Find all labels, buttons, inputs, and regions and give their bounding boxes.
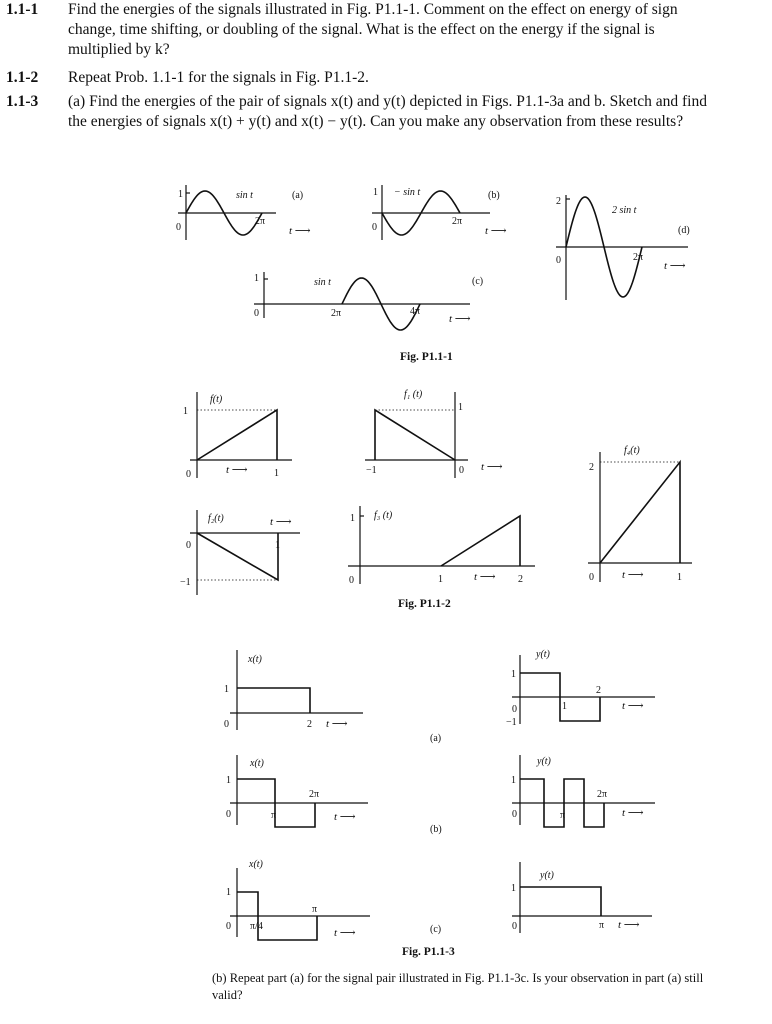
label-zero: 0 xyxy=(372,222,377,233)
label-zero: 0 xyxy=(176,222,181,233)
fig1-b xyxy=(372,185,507,240)
time-arrow: t ⟶ xyxy=(474,571,496,583)
label-zero: 0 xyxy=(349,575,354,586)
label-neg-one: −1 xyxy=(180,577,191,588)
label-one: 1 xyxy=(350,513,355,524)
signal-label: f(t) xyxy=(210,394,223,405)
ramp-up xyxy=(197,410,277,460)
signal-label: f₄(t) xyxy=(624,445,640,456)
tick-one: 1 xyxy=(438,574,443,585)
tick-pi: π xyxy=(312,904,318,915)
signal-label-x: x(t) xyxy=(248,654,262,665)
fig1-c xyxy=(254,272,483,330)
label-one: 1 xyxy=(183,406,188,417)
tick-2pi: 2π xyxy=(309,789,320,800)
label-zero: 0 xyxy=(589,572,594,583)
signal-label-y: y(t) xyxy=(537,756,551,767)
time-arrow: t ⟶ xyxy=(449,313,471,325)
figure-tag: (a) xyxy=(292,190,304,201)
label-one: 1 xyxy=(224,684,229,695)
fig3-b-y xyxy=(511,755,655,827)
fig2-f3 xyxy=(348,506,535,586)
fig2-f xyxy=(183,392,292,480)
time-arrow: t ⟶ xyxy=(326,718,348,730)
label-one: 1 xyxy=(373,187,378,198)
label-zero: 0 xyxy=(512,809,517,820)
ramp-down xyxy=(375,410,455,460)
label-one: 1 xyxy=(254,273,259,284)
problem-text: (a) Find the energies of the pair of signals x(t) and y(t) depicted in Figs. P1.1-3a and b. Sketch and find the energies of signals x(t) + y(t) and x(t) − y(t). Can you make any observation from these results? xyxy=(68,93,707,130)
signal-label: f₃ (t) xyxy=(374,510,393,521)
tick-pi: π xyxy=(271,810,277,821)
tick-pi: π xyxy=(560,810,566,821)
fig2-f2 xyxy=(180,510,300,595)
tick-one: 1 xyxy=(677,572,682,583)
label-zero: 0 xyxy=(459,465,464,476)
shifted-ramp xyxy=(441,516,520,566)
tick-two: 2 xyxy=(596,685,601,696)
time-arrow: t ⟶ xyxy=(622,569,644,581)
label-one: 1 xyxy=(226,887,231,898)
part-b-note: (b) Repeat part (a) for the signal pair illustrated in Fig. P1.1-3c. Is your observation in part (a) still valid? xyxy=(212,971,704,1002)
tick-two: 2 xyxy=(518,574,523,585)
tick-one: 1 xyxy=(275,540,280,551)
problem-number: 1.1-3 xyxy=(6,93,39,110)
time-arrow: t ⟶ xyxy=(622,700,644,712)
label-one: 1 xyxy=(458,402,463,413)
label-zero: 0 xyxy=(512,921,517,932)
signal-label: sin t xyxy=(236,190,253,201)
problem-number: 1.1-1 xyxy=(6,1,39,18)
label-two: 2 xyxy=(589,462,594,473)
signal-label: sin t xyxy=(314,277,331,288)
tick-2pi: 2π xyxy=(255,216,266,227)
tick-2pi: 2π xyxy=(597,789,608,800)
time-arrow: t ⟶ xyxy=(485,225,507,237)
fig1-caption: Fig. P1.1-1 xyxy=(400,351,453,363)
time-arrow: t ⟶ xyxy=(226,464,248,476)
fig3-tag-b: (b) xyxy=(430,824,442,835)
y-pulse xyxy=(520,887,601,916)
time-arrow: t ⟶ xyxy=(334,927,356,939)
fig1-d xyxy=(556,195,690,300)
label-neg-one: −1 xyxy=(366,465,377,476)
time-arrow: t ⟶ xyxy=(618,919,640,931)
label-one: 1 xyxy=(178,189,183,200)
label-zero: 0 xyxy=(556,255,561,266)
figure-tag: (b) xyxy=(488,190,500,201)
label-zero: 0 xyxy=(254,308,259,319)
signal-label: − sin t xyxy=(394,187,421,198)
signal-label-x: x(t) xyxy=(249,859,263,870)
tick-2pi: 2π xyxy=(331,308,342,319)
problem-text: Find the energies of the signals illustrated in Fig. P1.1-1. Comment on the effect on energy of sign change, time shifting, or doubling of the signal. What is the effect on the energy if the signal is multiplied by k? xyxy=(68,1,678,58)
time-arrow: t ⟶ xyxy=(664,260,686,272)
signal-label-y: y(t) xyxy=(536,649,550,660)
fig3-c-y xyxy=(511,862,652,933)
fig3-caption: Fig. P1.1-3 xyxy=(402,946,455,958)
fig2-f1 xyxy=(365,389,503,478)
figure-tag: (d) xyxy=(678,225,690,236)
label-one: 1 xyxy=(511,669,516,680)
time-arrow: t ⟶ xyxy=(289,225,311,237)
fig3-a-x xyxy=(224,650,363,730)
problem-number: 1.1-2 xyxy=(6,69,39,86)
fig2-f4 xyxy=(588,445,692,583)
label-one: 1 xyxy=(511,775,516,786)
tick-one: 1 xyxy=(562,701,567,712)
label-one: 1 xyxy=(226,775,231,786)
time-arrow: t ⟶ xyxy=(622,807,644,819)
signal-label: 2 sin t xyxy=(612,205,637,216)
label-zero: 0 xyxy=(226,921,231,932)
signal-label: f₂(t) xyxy=(208,513,224,524)
ramp-neg xyxy=(197,533,278,580)
tick-one: 1 xyxy=(274,468,279,479)
signal-label-x: x(t) xyxy=(250,758,264,769)
x-pulse xyxy=(237,688,310,713)
fig1-a xyxy=(176,185,311,240)
tick-pi-4: π/4 xyxy=(250,921,263,932)
fig3-c-x xyxy=(226,859,370,940)
tick-pi: π xyxy=(599,920,605,931)
label-zero: 0 xyxy=(512,704,517,715)
fig3-a-y xyxy=(506,649,655,728)
label-neg-one: −1 xyxy=(506,717,517,728)
tick-2pi: 2π xyxy=(633,252,644,263)
fig2-caption: Fig. P1.1-2 xyxy=(398,598,451,610)
time-arrow: t ⟶ xyxy=(481,461,503,473)
problem-text: Repeat Prob. 1.1-1 for the signals in Fig. P1.1-2. xyxy=(68,69,369,86)
tick-two: 2 xyxy=(307,719,312,730)
signal-label: f₁ (t) xyxy=(404,389,423,400)
label-zero: 0 xyxy=(186,469,191,480)
label-zero: 0 xyxy=(226,809,231,820)
steep-ramp xyxy=(600,462,680,563)
label-zero: 0 xyxy=(186,540,191,551)
label-one: 1 xyxy=(511,883,516,894)
tick-2pi: 2π xyxy=(452,216,463,227)
fig3-b-x xyxy=(226,755,368,827)
signal-label-y: y(t) xyxy=(540,870,554,881)
figure-tag: (c) xyxy=(472,276,484,287)
tick-4pi: 4π xyxy=(410,306,421,317)
label-zero: 0 xyxy=(224,719,229,730)
time-arrow: t ⟶ xyxy=(334,811,356,823)
fig3-tag-a: (a) xyxy=(430,733,442,744)
fig3-tag-c: (c) xyxy=(430,924,442,935)
label-two: 2 xyxy=(556,196,561,207)
time-arrow: t ⟶ xyxy=(270,516,292,528)
